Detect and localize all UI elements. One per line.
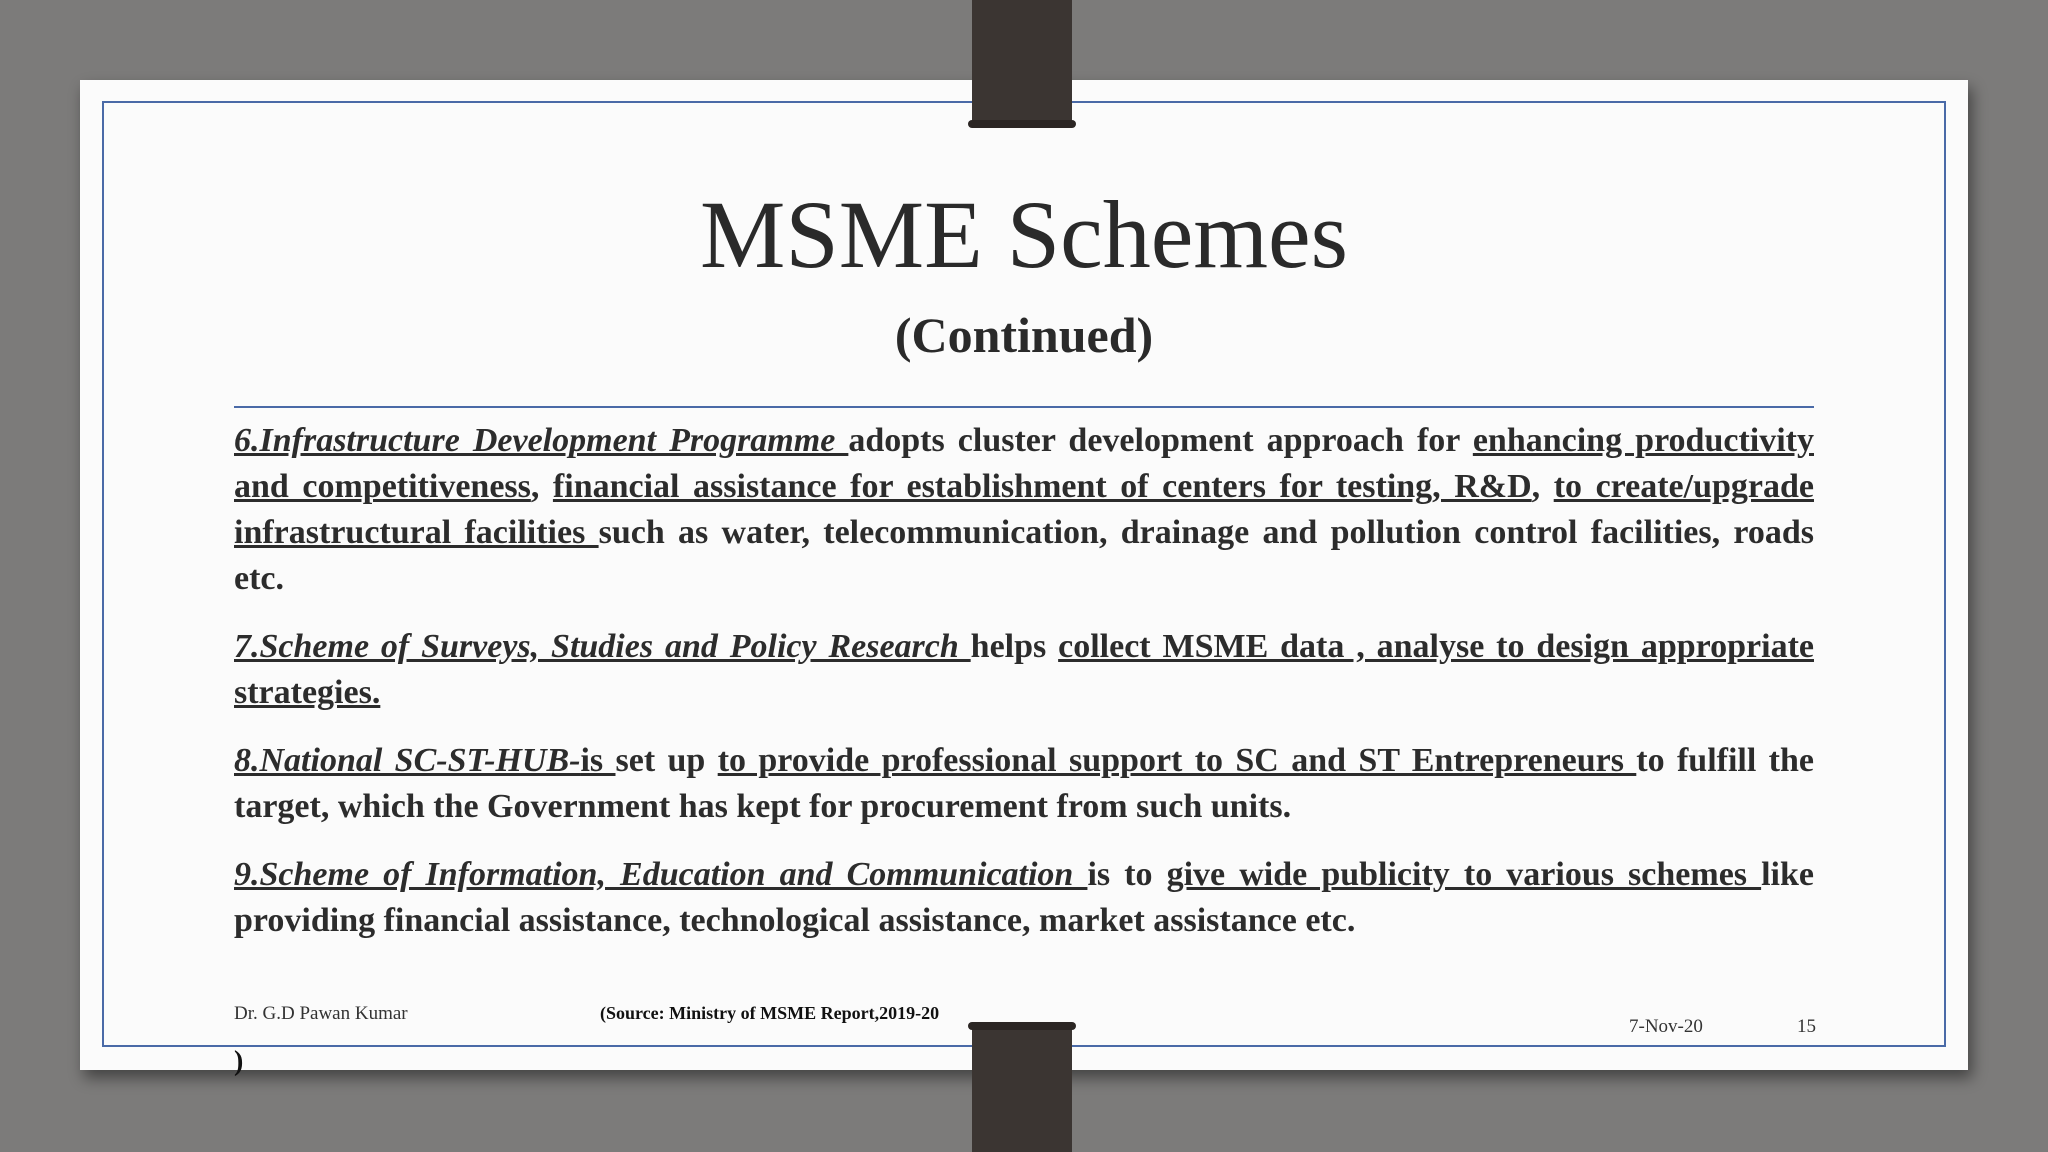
- binder-clip-top: [972, 0, 1072, 126]
- paragraph-iec: [234, 852, 1814, 944]
- scheme-name: 7.Scheme of Surveys, Studies and Policy Research: [234, 628, 971, 665]
- paragraph-infrastructure: [234, 418, 1814, 602]
- text-segment: helps: [970, 628, 1059, 665]
- paragraph-surveys: [234, 624, 1814, 716]
- text-segment: such as water, telecommunication, drainage and pollution control facilities, roads etc.: [234, 514, 1814, 597]
- underlined-phrase: to provide professional support to SC and ST Entrepreneurs: [717, 742, 1637, 779]
- slide-body: [234, 418, 1814, 966]
- scheme-name: 8.National SC-ST-HUB-: [234, 742, 581, 779]
- binder-clip-bottom: [972, 1024, 1072, 1152]
- slide-subtitle: (Continued): [894, 307, 1154, 363]
- text-segment: is to: [1087, 856, 1167, 893]
- binder-clip-bottom-lip: [968, 1022, 1076, 1030]
- text-segment: adopts cluster development approach for: [848, 422, 1473, 459]
- underlined-phrase: is: [580, 742, 616, 779]
- footer-date: 7-Nov-20: [1629, 1016, 1703, 1037]
- title-divider: [234, 406, 1814, 408]
- text-segment: ,: [1531, 468, 1554, 505]
- binder-clip-top-lip: [968, 120, 1076, 128]
- paragraph-sc-st-hub: [234, 738, 1814, 830]
- underlined-phrase: to create/upgrade infrastructural facilities: [234, 468, 1814, 551]
- footer-author: Dr. G.D Pawan Kumar: [234, 1003, 408, 1024]
- text-segment: to fulfill the target, which the Government has kept for procurement from such units.: [234, 742, 1815, 825]
- underlined-phrase: collect MSME data , analyse to design appropriate strategies.: [234, 628, 1814, 711]
- underlined-phrase: enhancing productivity and competitiveness: [234, 422, 1814, 505]
- footer-source-close: ): [234, 1046, 244, 1077]
- underlined-phrase: give wide publicity to various schemes: [1166, 856, 1762, 893]
- underlined-phrase: financial assistance for establishment of centers for testing, R&D: [552, 468, 1532, 505]
- footer-source: (Source: Ministry of MSME Report,2019-20: [600, 1003, 940, 1023]
- text-segment: ,: [530, 468, 553, 505]
- text-segment: like providing financial assistance, technological assistance, market assistance etc.: [234, 856, 1815, 939]
- scheme-name: 6.Infrastructure Development Programme: [234, 422, 849, 459]
- slide-title: MSME Schemes: [700, 181, 1348, 288]
- text-segment: set up: [615, 742, 718, 779]
- scheme-name: 9.Scheme of Information, Education and Communication: [234, 856, 1088, 893]
- page-number: 15: [1797, 1016, 1816, 1037]
